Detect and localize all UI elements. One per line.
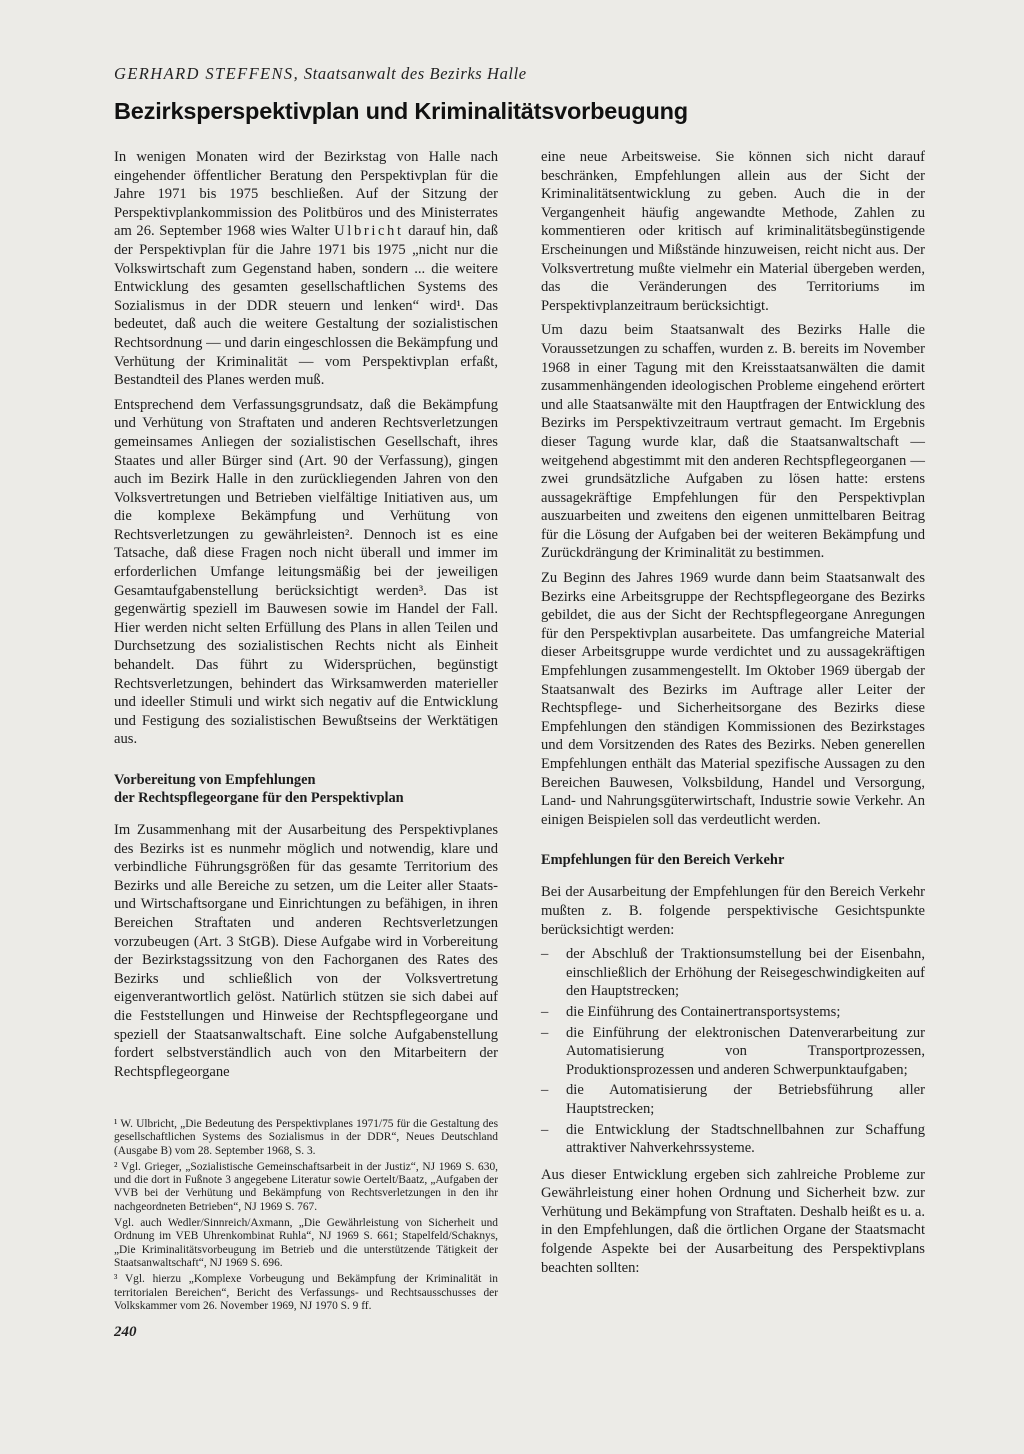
- paragraph: Bei der Ausarbeitung der Empfehlungen für den Bereich Verkehr mußten z. B. folgende perspektivische Gesichtspunkte berücksichtigt werden:: [541, 884, 925, 938]
- list-item: [541, 1081, 925, 1118]
- footnote: ³ Vgl. hierzu „Komplexe Vorbeugung und Bekämpfung der Kriminalität in territorialen Bereichen“, Bericht des Verfassungs- und Rechtsausschusses der Volkskammer vom 26. November 1969, NJ 1970 S. 9 ff.: [114, 1273, 498, 1312]
- list-item-text: die Automatisierung der Betriebsführung aller Hauptstrecken;: [566, 1082, 925, 1117]
- right-column: [541, 148, 925, 1283]
- paragraph: eine neue Arbeitsweise. Sie können sich nicht darauf beschränken, Empfehlungen allein aus der Sicht der Kriminalitätsentwicklung zu geben. Auch die in der Vergangenheit häufig angewandte Methode, Zahlen zu kommentieren oder kritisch auf kriminalitätsbegünstigende Erscheinungen und Mißstände hinzuweisen, reicht nicht aus. Der Volksvertretung mußte vielmehr ein Material übergeben werden, das die Veränderungen des Territoriums im Perspektivplanzeitraum berücksichtigt.: [541, 149, 925, 314]
- dash-marker: –: [541, 946, 549, 963]
- left-column: [114, 148, 498, 1087]
- footnote: Vgl. auch Wedler/Sinnreich/Axmann, „Die Gewährleistung von Sicherheit und Ordnung im VEB Uhrenkombinat Ruhla“, NJ 1969 S. 661; Stapelfeld/Schaknys, „Die Kriminalitätsvorbeugung im Betrieb und die unterstützende Tätigkeit der Staatsanwaltschaft“, NJ 1969 S. 696.: [114, 1217, 498, 1269]
- paragraph: [114, 148, 498, 390]
- spaced-name: Ulbricht: [334, 223, 404, 240]
- list-item-text: der Abschluß der Traktionsumstellung bei der Eisenbahn, einschließlich der Erhöhung der Reisegeschwindigkeiten auf den Hauptstrecken;: [566, 946, 925, 1000]
- list-item-text: die Entwicklung der Stadtschnellbahnen zur Schaffung attraktiver Nahverkehrssysteme.: [566, 1121, 925, 1157]
- section-heading-line: der Rechtspflegeorgane für den Perspektivplan: [114, 790, 404, 806]
- paragraph: Um dazu beim Staatsanwalt des Bezirks Halle die Voraussetzungen zu schaffen, wurden z. B. bereits im November 1968 in einer Tagung mit den Kreisstaatsanwälten die damit zusammenhängenden ideologischen Probleme eingehend erörtert und alle Staatsanwälte mit den Hauptfragen der Entwicklung des Bezirks im Perspektivzeitraum vertraut gemacht. Im Ergebnis dieser Tagung wurde klar, daß die Staatsanwaltschaft — weitgehend abgestimmt mit den anderen Rechtspflegeorganen — zwei grundsätzliche Aufgaben zu lösen hatte: erstens aussagekräftige Empfehlungen für den Perspektivplan auszuarbeiten und zweitens den eigenen unmittelbaren Beitrag für die Lösung der Aufgaben bei der weiteren Bekämpfung und Zurückdrängung der Kriminalität zu bestimmen.: [541, 322, 925, 562]
- paragraph: Zu Beginn des Jahres 1969 wurde dann beim Staatsanwalt des Bezirks eine Arbeitsgruppe der Rechtspflegeorgane des Bezirks gebildet, die aus der Sicht der Rechtspflegeorgane Anregungen für den Perspektivplan ausarbeitete. Das umfangreiche Material dieser Arbeitsgruppe wurde verdichtet und zu aussagekräftigen Empfehlungen zusammengestellt. Im Oktober 1969 übergab der Staatsanwalt des Bezirks im Auftrage aller Leiter der Rechtspflege- und Sicherheitsorgane des Bezirks diese Empfehlungen den ständigen Kommissionen des Bezirkstages und dem Vorsitzenden des Rates des Bezirks. Neben generellen Empfehlungen enthält das Material spezifische Aussagen zu den Bereichen Bauwesen, Volksbildung, Handel und Versorgung, Land- und Nahrungsgüterwirtschaft, Industrie sowie Verkehr. An einigen Beispielen soll das verdeutlicht werden.: [541, 570, 925, 828]
- list-item-text: die Einführung des Containertransportsystems;: [566, 1003, 841, 1020]
- paragraph: Im Zusammenhang mit der Ausarbeitung des Perspektivplanes des Bezirks ist es nunmehr möglich und notwendig, klare und verbindliche Führungsgrößen für das gesamte Territorium des Bezirks und alle Bereiche zu setzen, um die Leiter aller Staats- und Wirtschaftsorgane und Einrichtungen zu befähigen, in ihren Bereichen Straftaten und anderen Rechtsverletzungen vorzubeugen (Art. 3 StGB). Diese Aufgabe wird in Vorbereitung der Bezirkstagssitzung von den Fachorganen des Rates des Bezirks und schließlich von der Volksvertretung eigenverantwortlich gelöst. Natürlich stützen sie sich dabei auf die Feststellungen und Hinweise der Rechtspflegeorgane und speziell der Staatsanwaltschaft. Eine solche Aufgabenstellung fordert selbstverständlich auch von den Mitarbeitern der Rechtspflegeorgane: [114, 822, 498, 1080]
- section-heading: [541, 851, 925, 869]
- page-number: 240: [114, 1324, 137, 1340]
- dash-marker: –: [541, 1024, 549, 1041]
- paragraph-text: darauf hin, daß der Perspektivplan für die Jahre 1971 bis 1975 „nicht nur die Volkswirtschaft zum Gegenstand haben, sondern ... die weitere Entwicklung des gesamten gesellschaftlichen Systems des Sozialismus in der DDR steuern und lenken“ wird¹. Das bedeutet, daß auch die weitere Gestaltung der sozialistischen Rechtsordnung — und darin eingeschlossen die Bekämpfung und Verhütung der Kriminalität — vom Perspektivplan erfaßt, Bestandteil des Planes werden muß.: [114, 223, 498, 389]
- author-name: GERHARD STEFFENS,: [114, 64, 300, 83]
- dash-marker: –: [541, 1003, 549, 1020]
- list-item: [541, 945, 925, 1001]
- dash-marker: –: [541, 1121, 549, 1138]
- paragraph: Aus dieser Entwicklung ergeben sich zahlreiche Probleme zur Gewährleistung einer hohen Ordnung und Sicherheit bzw. zur Verhütung und Bekämpfung von Straftaten. Deshalb heißt es u. a. in den Empfehlungen, daß die örtlichen Organe der Staatsmacht folgende Aspekte bei der Ausarbeitung des Perspektivplans beachten sollten:: [541, 1166, 925, 1276]
- list-item: [541, 1121, 925, 1158]
- section-heading-line: Empfehlungen für den Bereich Verkehr: [541, 852, 785, 869]
- article-title: Bezirksperspektivplan und Kriminalitätsvorbeugung: [114, 98, 688, 124]
- author-role: Staatsanwalt des Bezirks Halle: [299, 64, 527, 83]
- paragraph-text: In wenigen Monaten wird der Bezirkstag von Halle nach eingehender öffentlicher Beratung den Perspektivplan für die Jahre 1971 bis 1975 beschließen. Auf der Sitzung der Perspektivplankommission des Politbüros und des Ministerrates am 26. September 1968 wies Walter: [114, 149, 498, 240]
- section-heading: [114, 771, 498, 807]
- paragraph: Entsprechend dem Verfassungsgrundsatz, daß die Bekämpfung und Verhütung von Straftaten und anderen Rechtsverletzungen gemeinsames Anliegen der sozialistischen Gesellschaft, ihres Staates und aller Bürger sind (Art. 90 der Verfassung), gingen auch im Bezirk Halle in den zurückliegenden Jahren von den Volksvertretungen und Betrieben vielfältige Initiativen aus, um die komplexe Bekämpfung und Verhütung von Rechtsverletzungen zu gewährleisten². Dennoch ist es eine Tatsache, daß diese Fragen noch nicht überall und immer im erforderlichen Umfange leitungsmäßig bei der jeweiligen Gesamtaufgabenstellung berücksichtigt werden³. Das ist gegenwärtig speziell im Bauwesen sowie im Handel der Fall. Hier werden nicht selten Erfüllung des Plans in allen Teilen und Durchsetzung des sozialistischen Rechts nicht als Einheit behandelt. Das führt zu Widersprüchen, begünstigt Rechtsverletzungen, behindert das Wirksamwerden materieller und ideeller Stimuli und wirkt sich negativ auf die Entwicklung und Festigung des sozialistischen Bewußtseins der Werktätigen aus.: [114, 396, 498, 748]
- list-item: [541, 1003, 925, 1022]
- footnotes: [114, 1118, 498, 1316]
- footnote: ¹ W. Ulbricht, „Die Bedeutung des Perspektivplanes 1971/75 für die Gestaltung des gesellschaftlichen Systems des Sozialismus in der DDR“, Neues Deutschland (Ausgabe B) vom 28. September 1968, S. 3.: [114, 1118, 498, 1157]
- footnote: ² Vgl. Grieger, „Sozialistische Gemeinschaftsarbeit in der Justiz“, NJ 1969 S. 630, und die dort in Fußnote 3 angegebene Literatur sowie Oertelt/Baatz, „Aufgaben der VVB bei der Verhütung und Bekämpfung von Rechtsverletzungen in den ihr nachgeordneten Betrieben“, NJ 1969 S. 767.: [114, 1160, 498, 1213]
- list-item: [541, 1024, 925, 1080]
- list-item-text: die Einführung der elektronischen Datenverarbeitung zur Automatisierung von Transportprozessen, Produktionsprozessen und anderen Schwerpunktaufgaben;: [566, 1024, 925, 1078]
- author-byline: [114, 64, 874, 84]
- bullet-list: [541, 945, 925, 1158]
- section-heading-line: Vorbereitung von Empfehlungen: [114, 772, 316, 788]
- dash-marker: –: [541, 1082, 549, 1099]
